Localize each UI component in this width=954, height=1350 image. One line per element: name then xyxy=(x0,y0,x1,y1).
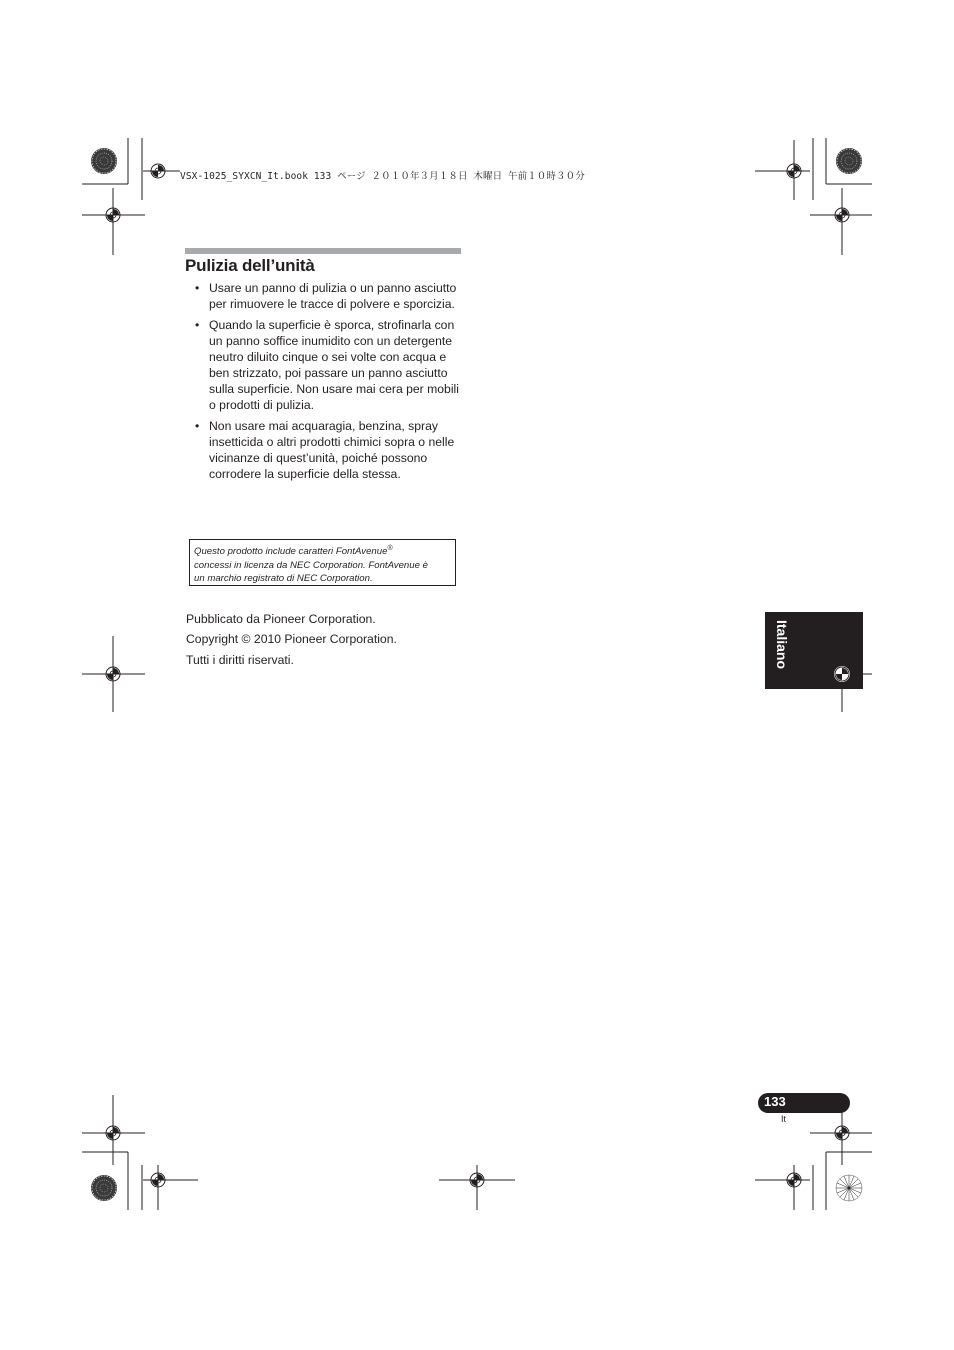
section-divider-bar xyxy=(185,248,461,254)
registered-mark: ® xyxy=(387,545,393,552)
notice-line-3: un marchio registrato di NEC Corporation. xyxy=(194,573,373,585)
notice-line-1 xyxy=(194,542,451,559)
bullet-icon: • xyxy=(195,419,200,433)
rights-line: Tutti i diritti riservati. xyxy=(186,653,294,667)
cleaning-instructions-list xyxy=(195,280,465,487)
bullet-icon: • xyxy=(195,318,200,332)
publisher-line: Pubblicato da Pioneer Corporation. xyxy=(186,612,376,626)
bullet-icon: • xyxy=(195,281,200,295)
page-language-code: It xyxy=(781,1114,787,1124)
list-item xyxy=(195,280,465,312)
page-number: 133 xyxy=(764,1094,786,1109)
notice-text: Questo prodotto include caratteri FontAvenue xyxy=(194,546,388,558)
font-license-notice xyxy=(189,539,456,586)
notice-line-2: concessi in licenza da NEC Corporation. FontAvenue è xyxy=(194,559,428,571)
print-slug: VSX-1025_SYXCN_It.book 133 ページ ２０１０年３月１８日 木曜日 午前１０時３０分 xyxy=(180,171,585,182)
list-item xyxy=(195,418,465,482)
section-title: Pulizia dell’unità xyxy=(185,256,315,275)
language-tab-label: Italiano xyxy=(774,620,790,670)
list-item-text: Quando la superficie è sporca, strofinarla con un panno soffice inumidito con un detergente neutro diluito cinque o sei volte con acqua e ben strizzato, poi passare un panno asciutto sulla superficie. Non usare mai cera per mobili o prodotti di pulizia. xyxy=(209,318,459,412)
list-item xyxy=(195,317,465,413)
list-item-text: Usare un panno di pulizia o un panno asciutto per rimuovere le tracce di polvere e sporcizia. xyxy=(209,281,457,311)
copyright-line: Copyright © 2010 Pioneer Corporation. xyxy=(186,632,397,646)
list-item-text: Non usare mai acquaragia, benzina, spray insetticida o altri prodotti chimici sopra o nelle vicinanze di quest’unità, poiché possono corrodere la superficie della stessa. xyxy=(209,419,455,481)
